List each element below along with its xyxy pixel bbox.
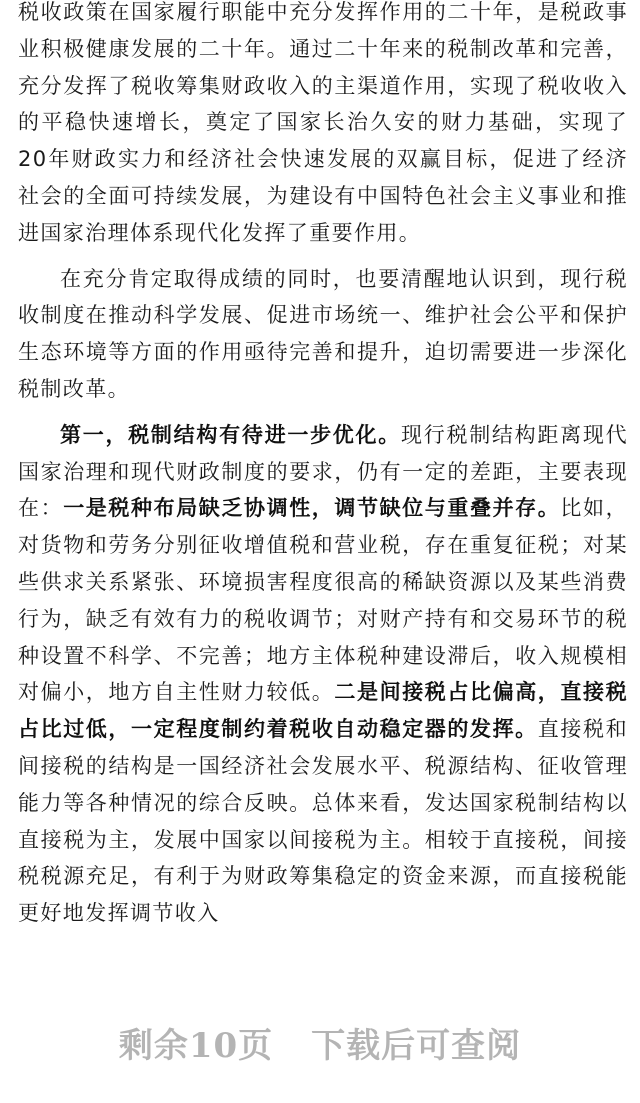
paragraph-1 xyxy=(0,0,640,252)
text-run: 税收政策在国家履行职能中充分发挥作用的二十年，是税政事业积极健康发展的二十年。通过二十年来的税制改革和完善，充分发挥了税收筹集财政收入的主渠道作用，实现了税收收入的平稳快速增长，奠定了国家长治久安的财力基础，实现了20年财政实力和经济社会快速发展的双赢目标，促进了经济社会的全面可持续发展，为建设有中国特色社会主义事业和推进国家治理体系现代化发挥了重要作用。 xyxy=(18,0,628,245)
bold-run: 二是间接税占比偏高，直接税占比过低，一定程度制约着税收自动稳定器的发挥。 xyxy=(18,680,628,742)
download-banner[interactable] xyxy=(0,1018,640,1068)
remaining-pages-label: 剩余10页 xyxy=(118,1026,274,1066)
text-run: 在充分肯定取得成绩的同时，也要清醒地认识到，现行税收制度在推动科学发展、促进市场统一、维护社会公平和保护生态环境等方面的作用亟待完善和提升，迫切需要进一步深化税制改革。 xyxy=(18,266,628,401)
bold-run: 一是税种布局缺乏协调性，调节缺位与重叠并存。 xyxy=(63,496,561,521)
paragraph-3 xyxy=(0,417,640,932)
paragraph-2 xyxy=(0,261,640,408)
text-run: 现行税制结构距离现代国家治理和现代财政制度的要求，仍有一定的差距，主要表现在： xyxy=(18,422,628,521)
text-run: 比如，对货物和劳务分别征收增值税和营业税，存在重复征税；对某些供求关系紧张、环境损害程度很高的稀缺资源以及某些消费行为，缺乏有效有力的税收调节；对财产持有和交易环节的税种设置不科学、不完善；地方主体税种建设滞后，收入规模相对偏小，地方自主性财力较低。 xyxy=(18,496,628,705)
download-to-view-label: 下载后可查阅 xyxy=(311,1026,522,1066)
text-run: 直接税和间接税的结构是一国经济社会发展水平、税源结构、征收管理能力等各种情况的综合反映。总体来看，发达国家税制结构以直接税为主，发展中国家以间接税为主。相较于直接税，间接税税源充足，有利于为财政筹集稳定的资金来源，而直接税能更好地发挥调节收入 xyxy=(18,717,628,926)
bold-run: 第一，税制结构有待进一步优化。 xyxy=(60,422,401,447)
